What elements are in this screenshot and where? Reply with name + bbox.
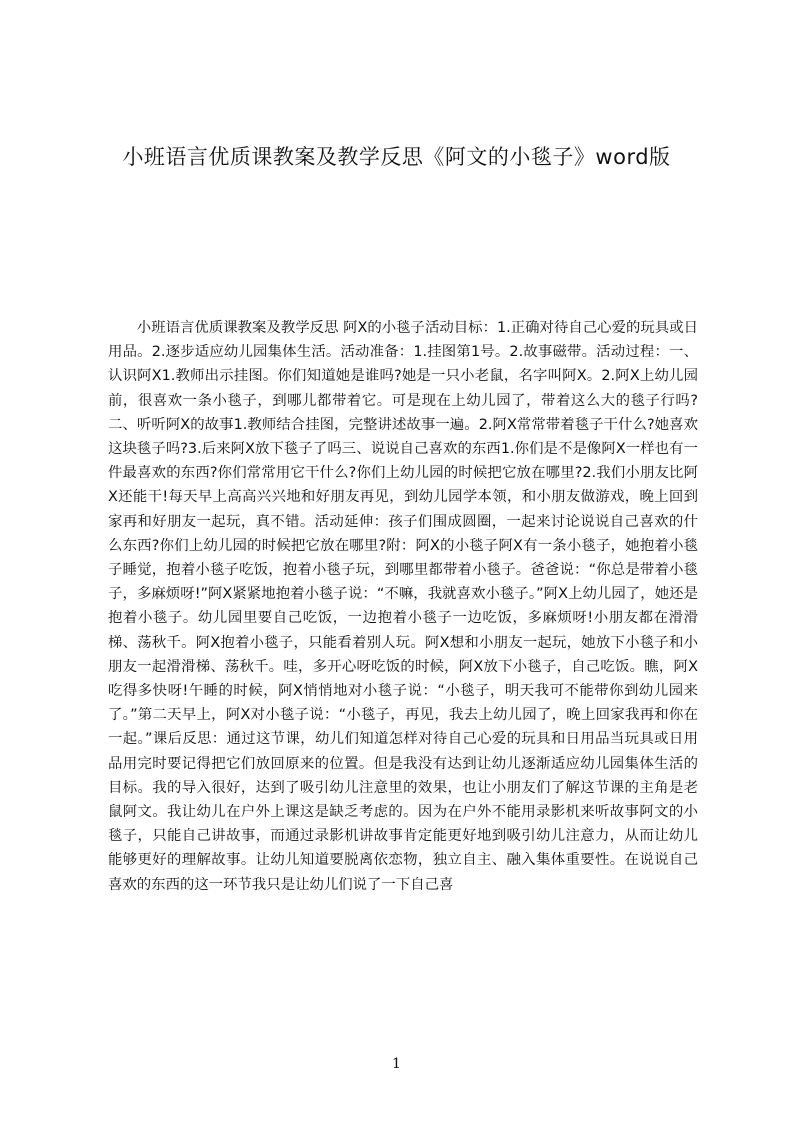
document-body: 小班语言优质课教案及教学反思 阿X的小毯子活动目标：1.正确对待自己心爱的玩具或日用品。2.逐步适应幼儿园集体生活。活动准备：1.挂图第1号。2.故事磁带。活动过程：一、认识阿X1.教师出示挂图。你们知道她是谁吗?她是一只小老鼠，名字叫阿X。2.阿X上幼儿园前，很喜欢一条小毯子，到哪儿都带着它。可是现在上幼儿园了，带着这么大的毯子行吗?二、听听阿X的故事1.教师结合挂图，完整讲述故事一遍。2.阿X常常带着毯子干什么?她喜欢这块毯子吗?3.后来阿X放下毯子了吗三、说说自己喜欢的东西1.你们是不是像阿X一样也有一件最喜欢的东西?你们常常用它干什么?你们上幼儿园的时候把它放在哪里?2.我们小朋友比阿X还能干!每天早上高高兴兴地和好朋友再见，到幼儿园学本领，和小朋友做游戏，晚上回到家再和好朋友一起玩，真不错。活动延伸：孩子们围成圆圈，一起来讨论说说自己喜欢的什么东西?你们上幼儿园的时候把它放在哪里?附：阿X的小毯子阿X有一条小毯子，她抱着小毯子睡觉，抱着小毯子吃饭，抱着小毯子玩，到哪里都带着小毯子。爸爸说：“你总是带着小毯子，多麻烦呀!”阿X紧紧地抱着小毯子说：“不嘛，我就喜欢小毯子。”阿X上幼儿园了，她还是抱着小毯子。幼儿园里要自己吃饭，一边抱着小毯子一边吃饭，多麻烦呀!小朋友都在滑滑梯、荡秋千。阿X抱着小毯子，只能看着别人玩。阿X想和小朋友一起玩，她放下小毯子和小朋友一起滑滑梯、荡秋千。哇，多开心呀吃饭的时候，阿X放下小毯子，自己吃饭。瞧，阿X吃得多快呀!午睡的时候，阿X悄悄地对小毯子说：“小毯子，明天我可不能带你到幼儿园来了。”第二天早上，阿X对小毯子说：“小毯子，再见，我去上幼儿园了，晚上回家我再和你在一起。”课后反思：通过这节课，幼儿们知道怎样对待自己心爱的玩具和日用品当玩具或日用品用完时要记得把它们放回原来的位置。但是我没有达到让幼儿逐渐适应幼儿园集体生活的目标。我的导入很好，达到了吸引幼儿注意里的效果，也让小朋友们了解这节课的主角是老鼠阿文。我让幼儿在户外上课这是缺乏考虑的。因为在户外不能用录影机来听故事阿文的小毯子，只能自己讲故事，而通过录影机讲故事肯定能更好地到吸引幼儿注意力，从而让幼儿能够更好的理解故事。让幼儿知道要脱离依恋物，独立自主、融入集体重要性。在说说自己喜欢的东西的这一环节我只是让幼儿们说了一下自己喜 xyxy=(108,320,698,893)
document-title: 小班语言优质课教案及教学反思《阿文的小毯子》word版 xyxy=(122,145,671,169)
page-number: 1 xyxy=(392,1056,401,1072)
